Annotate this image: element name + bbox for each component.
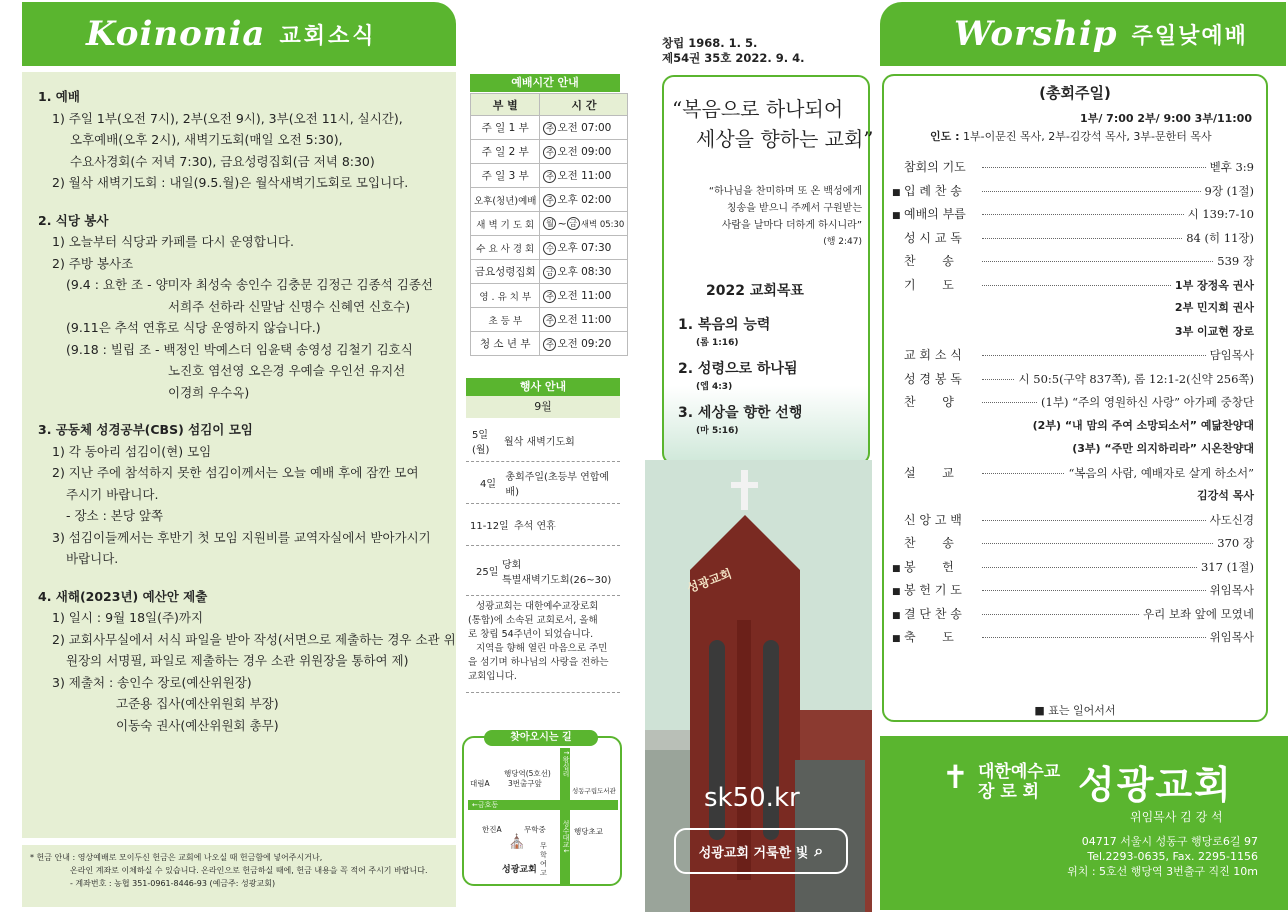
time-text: 오전 11:00 bbox=[557, 314, 612, 326]
schedule-row bbox=[471, 236, 628, 260]
order-label: 봉 헌 bbox=[904, 559, 954, 574]
search-text: 성광교회 거룩한 빛 bbox=[698, 845, 809, 861]
order-label: 성 시 교 독 bbox=[904, 230, 962, 245]
order-row bbox=[892, 558, 1254, 582]
order-value: 벧후 3:9 bbox=[1209, 160, 1254, 174]
time-text: 오후 07:30 bbox=[557, 242, 612, 254]
order-value: 김강석 목사 bbox=[1197, 489, 1254, 502]
day-badge: 주 bbox=[543, 290, 556, 303]
founded-date: 창립 1968. 1. 5. bbox=[662, 36, 758, 50]
schedule-row bbox=[471, 188, 628, 212]
order-value: 시 139:7-10 bbox=[1187, 207, 1254, 221]
bible-verse bbox=[670, 183, 862, 251]
day-badge: 월 bbox=[543, 217, 556, 230]
map-label: 무학여고 bbox=[540, 842, 547, 877]
leader-dots bbox=[982, 590, 1206, 591]
issue-info bbox=[662, 36, 804, 66]
order-value: 2부 민지희 권사 bbox=[1174, 301, 1254, 314]
order-value: 우리 보좌 앞에 모였네 bbox=[1143, 606, 1254, 621]
schedule-row bbox=[471, 260, 628, 284]
order-value: “복음의 사람, 예배자로 살게 하소서” bbox=[1068, 465, 1254, 480]
order-label: 축 도 bbox=[904, 630, 954, 644]
event-date: 11-12일 bbox=[470, 521, 509, 532]
order-value: 담임목사 bbox=[1209, 348, 1254, 362]
order-row bbox=[892, 205, 1254, 229]
koinonia-title: Koinonia bbox=[86, 14, 266, 54]
leader-dots bbox=[982, 355, 1206, 356]
section-line: (9.18 : 빌립 조 - 백정인 박예스더 임윤택 송영성 김철기 김호식 bbox=[66, 341, 413, 357]
about-line: (통합)에 소속된 교회로서, 올해 bbox=[468, 615, 598, 626]
event-date: 4일 bbox=[480, 479, 497, 490]
leader-dots bbox=[982, 473, 1064, 474]
order-label: 결 단 찬 송 bbox=[904, 606, 962, 621]
order-row bbox=[892, 464, 1254, 488]
address: 04717 서울시 성동구 행당로6길 97 bbox=[1081, 835, 1258, 848]
about-line: 로 창립 54주년이 되었습니다. bbox=[468, 629, 594, 640]
verse-line: “하나님을 찬미하며 또 온 백성에게 bbox=[708, 186, 862, 197]
order-label: 기 도 bbox=[904, 277, 954, 292]
order-label: 봉 헌 기 도 bbox=[904, 583, 962, 597]
order-row bbox=[892, 605, 1254, 629]
event-date: 5일(월) bbox=[472, 429, 490, 456]
badge-sep: ~ bbox=[557, 216, 567, 230]
section-line: 2) 지난 주에 참석하지 못한 섬김이께서는 오늘 예배 후에 잠깐 모여 bbox=[52, 465, 419, 480]
order-row bbox=[892, 276, 1254, 300]
event-date: 25일 bbox=[476, 567, 499, 578]
section-line: 바랍니다. bbox=[66, 551, 119, 566]
about-line: 을 섬기며 하나님의 사랑을 전하는 bbox=[468, 657, 609, 668]
church-motto bbox=[672, 94, 874, 154]
service-leaders bbox=[930, 128, 1212, 144]
service-name: 새 벽 기 도 회 bbox=[471, 212, 540, 236]
website-url[interactable]: sk50.kr bbox=[704, 783, 800, 813]
news-content bbox=[38, 86, 456, 736]
motto-line: 세상을 향하는 교회” bbox=[696, 127, 874, 151]
schedule-table bbox=[470, 93, 628, 356]
section-line: 고준용 집사(예산위원회 부장) bbox=[116, 696, 279, 711]
goal-item: 1. 복음의 능력 bbox=[678, 317, 771, 333]
leader-dots bbox=[982, 614, 1139, 615]
section-line: 1) 일시 : 9월 18일(주)까지 bbox=[52, 610, 204, 625]
stand-marker: ■ bbox=[892, 587, 901, 597]
tower-sign: 성광교회 bbox=[685, 566, 734, 596]
stand-marker: ■ bbox=[892, 610, 901, 621]
service-name: 주 일 1 부 bbox=[471, 116, 540, 140]
schedule-row bbox=[471, 332, 628, 356]
service-time bbox=[540, 116, 628, 140]
leader-dots bbox=[982, 285, 1171, 286]
map-label: 행당초교 bbox=[574, 827, 603, 836]
order-row bbox=[892, 299, 1254, 323]
order-label: 성 경 봉 독 bbox=[904, 371, 962, 386]
section-line: 이경희 우수옥) bbox=[168, 384, 250, 400]
day-badge: 주 bbox=[543, 194, 556, 207]
goal-ref: (엡 4:3) bbox=[696, 382, 733, 392]
event-text: 추석 연휴 bbox=[514, 521, 556, 532]
event-item bbox=[466, 420, 620, 462]
day-badge: 수 bbox=[543, 242, 556, 255]
order-row bbox=[892, 182, 1254, 206]
goal-ref: (롬 1:16) bbox=[696, 338, 739, 348]
footnote-line: 온라인 계좌로 이체하실 수 있습니다. 온라인으로 헌금하실 때에, 헌금 내용을 꼭 적어 주시기 바랍니다. bbox=[70, 866, 428, 875]
map-label: 한진A bbox=[482, 825, 502, 834]
denomination-line: 장 로 회 bbox=[978, 782, 1040, 802]
leader-dots bbox=[982, 402, 1037, 403]
service-time bbox=[540, 260, 628, 284]
map-label: 성수대교↓ bbox=[562, 820, 570, 854]
order-row bbox=[892, 417, 1254, 441]
schedule-row bbox=[471, 284, 628, 308]
worship-header bbox=[880, 2, 1286, 66]
day-badge: 주 bbox=[543, 146, 556, 159]
section-line: 노진호 염선영 오은경 우예슬 우인선 유지선 bbox=[168, 363, 406, 378]
service-times: 1부/ 7:00 2부/ 9:00 3부/11:00 bbox=[1080, 112, 1252, 125]
directions-map bbox=[462, 732, 622, 886]
order-value: (3부) “주만 의지하리라” 시온찬양대 bbox=[1072, 442, 1254, 455]
service-time bbox=[540, 164, 628, 188]
section-line: 1) 주일 1부(오전 7시), 2부(오전 9시), 3부(오전 11시, 실시간), bbox=[52, 110, 403, 126]
order-value: 사도신경 bbox=[1209, 512, 1254, 527]
order-value: 370 장 bbox=[1217, 536, 1254, 550]
events-title: 행사 안내 bbox=[466, 378, 620, 396]
map-title: 찾아오시는 길 bbox=[484, 730, 598, 746]
order-row bbox=[892, 229, 1254, 253]
section-line: 수요사경회(수 저녁 7:30), 금요성령집회(금 저녁 8:30) bbox=[70, 153, 375, 169]
footnote-line: - 계좌번호 : 농협 351-0961-8446-93 (예금주: 성광교회) bbox=[70, 879, 276, 888]
order-of-service bbox=[892, 158, 1254, 652]
schedule-row bbox=[471, 116, 628, 140]
section-line: 오후예배(오후 2시), 새벽기도회(매일 오전 5:30), bbox=[70, 132, 343, 147]
order-value: 시 50:5(구약 837쪽), 롬 12:1-2(신약 256쪽) bbox=[1018, 371, 1254, 386]
order-label: 교 회 소 식 bbox=[904, 348, 962, 362]
section-line: 주시기 바랍니다. bbox=[66, 486, 159, 502]
order-value: 1부 장정옥 권사 bbox=[1174, 278, 1254, 292]
service-time bbox=[540, 284, 628, 308]
order-label: 예배의 부름 bbox=[904, 207, 966, 221]
church-banner bbox=[880, 736, 1288, 910]
map-label: 행당역(5호선) bbox=[504, 769, 551, 778]
order-value: 위임목사 bbox=[1209, 630, 1254, 644]
church-name: 성광교회 bbox=[1078, 763, 1233, 807]
order-value: 위임목사 bbox=[1209, 583, 1254, 597]
search-pill[interactable] bbox=[674, 828, 848, 874]
verse-ref: (행 2:47) bbox=[823, 237, 862, 247]
order-value: 317 (1절) bbox=[1200, 559, 1254, 574]
order-row bbox=[892, 440, 1254, 464]
event-item bbox=[466, 462, 620, 504]
events-month: 9월 bbox=[466, 396, 620, 418]
leader-dots bbox=[982, 567, 1197, 568]
order-row bbox=[892, 628, 1254, 652]
koinonia-subtitle: 교회소식 bbox=[279, 23, 377, 49]
contact-info bbox=[1040, 834, 1258, 879]
denomination bbox=[978, 762, 1060, 802]
goal-ref: (마 5:16) bbox=[696, 426, 739, 436]
map-label: 성광교회 bbox=[502, 865, 537, 875]
stand-note: ■ 표는 일어서서 bbox=[1034, 704, 1116, 717]
senior-pastor: 위임목사 김 강 석 bbox=[1130, 810, 1223, 824]
leader-dots bbox=[982, 543, 1213, 544]
section-line: 2) 교회사무실에서 서식 파일을 받아 작성(서면으로 제출하는 경우 소관 위 bbox=[52, 631, 456, 647]
order-label: 설 교 bbox=[904, 465, 954, 480]
leader-dots bbox=[982, 238, 1182, 239]
order-value: (2부) “내 맘의 주여 소망되소서” 예닮찬양대 bbox=[1032, 418, 1254, 432]
order-label: 찬 송 bbox=[904, 536, 954, 550]
event-item bbox=[466, 504, 620, 546]
leaders-text: 1부-이문진 목사, 2부-김강석 목사, 3부-문한터 목사 bbox=[962, 130, 1212, 143]
leader-dots bbox=[982, 191, 1201, 192]
col-header-time: 시 간 bbox=[540, 94, 628, 116]
schedule-row bbox=[471, 164, 628, 188]
section-line: 1) 오늘부터 식당과 카페를 다시 운영합니다. bbox=[52, 234, 294, 249]
occasion: (총회주일) bbox=[1039, 84, 1111, 102]
service-time bbox=[540, 188, 628, 212]
section-line: 2) 월삭 새벽기도회 : 내일(9.5.월)은 월삭새벽기도회로 모입니다. bbox=[52, 175, 409, 190]
order-row bbox=[892, 370, 1254, 394]
service-name: 금요성령집회 bbox=[471, 260, 540, 284]
time-text: 오전 09:20 bbox=[557, 338, 612, 350]
section-title: 4. 새해(2023년) 예산안 제출 bbox=[38, 588, 208, 604]
service-name: 청 소 년 부 bbox=[471, 332, 540, 356]
order-row bbox=[892, 346, 1254, 370]
order-label: 입 례 찬 송 bbox=[904, 183, 962, 198]
order-row bbox=[892, 393, 1254, 417]
event-text: 월삭 새벽기도회 bbox=[504, 437, 575, 448]
service-name: 영 . 유 치 부 bbox=[471, 284, 540, 308]
service-name: 초 등 부 bbox=[471, 308, 540, 332]
day-badge: 주 bbox=[543, 338, 556, 351]
time-text: 새벽 05:30 bbox=[580, 219, 625, 230]
map-label: ↑왕십리 bbox=[562, 750, 570, 777]
section-line: 2) 주방 봉사조 bbox=[52, 255, 134, 271]
stand-marker: ■ bbox=[892, 634, 901, 644]
goal-item: 3. 세상을 향한 선행 bbox=[678, 405, 803, 421]
map-label: 무학중 bbox=[524, 825, 546, 834]
time-text: 오전 11:00 bbox=[557, 290, 612, 302]
order-value: (1부) “주의 영원하신 사랑” 아가페 중창단 bbox=[1041, 395, 1254, 409]
section-line: 3) 제출처 : 송인수 장로(예산위원장) bbox=[52, 674, 252, 690]
order-row bbox=[892, 581, 1254, 605]
order-label: 신 앙 고 백 bbox=[904, 512, 962, 527]
motto-line: “복음으로 하나되어 bbox=[672, 97, 844, 121]
denomination-line: 대한예수교 bbox=[978, 762, 1061, 782]
goal-item: 2. 성령으로 하나됨 bbox=[678, 361, 798, 377]
service-name: 수 요 사 경 회 bbox=[471, 236, 540, 260]
order-value: 539 장 bbox=[1217, 254, 1254, 268]
section-line: 원장의 서명필, 파일로 제출하는 경우 소관 위원장을 통하여 제) bbox=[66, 653, 409, 668]
service-name: 오후(청년)예배 bbox=[471, 188, 540, 212]
leader-dots bbox=[982, 167, 1206, 168]
section-line: 3) 섬김이들께서는 후반기 첫 모임 지원비를 교역자실에서 받아가시기 bbox=[52, 529, 431, 545]
map-label: 성동구립도서관 bbox=[572, 787, 616, 795]
service-time bbox=[540, 308, 628, 332]
service-time bbox=[540, 212, 628, 236]
event-item bbox=[466, 546, 620, 596]
day-badge: 금 bbox=[567, 217, 580, 230]
map-label: 대림A bbox=[470, 779, 490, 788]
phone-fax: Tel.2293-0635, Fax. 2295-1156 bbox=[1087, 850, 1258, 863]
verse-line: 칭송을 받으니 주께서 구원받는 bbox=[726, 203, 862, 214]
about-text bbox=[466, 600, 620, 693]
schedule-row bbox=[471, 212, 628, 236]
event-text: 당회 bbox=[502, 559, 522, 571]
section-title: 3. 공동체 성경공부(CBS) 섬김이 모임 bbox=[38, 422, 253, 437]
order-label: 참회의 기도 bbox=[904, 160, 966, 174]
order-value: 9장 (1절) bbox=[1204, 183, 1254, 198]
leader-dots bbox=[982, 520, 1206, 521]
event-text: 특별새벽기도회(26~30) bbox=[502, 574, 612, 586]
map-label: ←금호동 bbox=[472, 801, 499, 809]
section-title: 1. 예배 bbox=[38, 89, 80, 104]
about-line: 교회입니다. bbox=[468, 671, 517, 682]
section-line: 1) 각 동아리 섬김이(현) 모임 bbox=[52, 443, 212, 459]
goals-list bbox=[678, 316, 802, 440]
order-row bbox=[892, 323, 1254, 347]
order-label: 찬 송 bbox=[904, 254, 954, 268]
time-text: 오전 07:00 bbox=[557, 122, 612, 134]
day-badge: 주 bbox=[543, 122, 556, 135]
order-row bbox=[892, 487, 1254, 511]
order-row bbox=[892, 252, 1254, 276]
order-row bbox=[892, 534, 1254, 558]
stand-marker: ■ bbox=[892, 563, 901, 574]
section-title: 2. 식당 봉사 bbox=[38, 212, 109, 228]
section-line: (9.11은 추석 연휴로 식당 운영하지 않습니다.) bbox=[66, 320, 321, 335]
verse-line: 사람을 날마다 더하게 하시니라” bbox=[721, 220, 862, 231]
col-header-part: 부 별 bbox=[471, 94, 540, 116]
stand-marker: ■ bbox=[892, 187, 901, 198]
events-list bbox=[466, 420, 620, 596]
schedule-row bbox=[471, 308, 628, 332]
schedule-row bbox=[471, 140, 628, 164]
footnote-box bbox=[22, 845, 456, 907]
order-value: 3부 이교현 장로 bbox=[1174, 324, 1254, 338]
issue-number: 제54권 35호 2022. 9. 4. bbox=[662, 51, 805, 65]
section-line: (9.4 : 요한 조 - 양미자 최성숙 송인수 김충문 김정근 김종석 김종선 bbox=[66, 277, 433, 292]
section-line: 서희주 선하라 신말남 신명수 신혜연 신호수) bbox=[168, 298, 411, 314]
search-icon: ⌕ bbox=[814, 841, 824, 860]
leaders-label: 인도 : bbox=[930, 130, 960, 143]
about-line: 지역을 향해 열린 마음으로 주민 bbox=[476, 643, 608, 654]
service-name: 주 일 3 부 bbox=[471, 164, 540, 188]
order-row bbox=[892, 158, 1254, 182]
section-line: - 장소 : 본당 앞쪽 bbox=[66, 508, 164, 523]
service-name: 주 일 2 부 bbox=[471, 140, 540, 164]
leader-dots bbox=[982, 379, 1014, 380]
order-label: 찬 양 bbox=[904, 395, 954, 409]
section-line: 이동숙 권사(예산위원회 총무) bbox=[116, 717, 279, 733]
time-text: 오전 11:00 bbox=[557, 170, 612, 182]
day-badge: 주 bbox=[543, 170, 556, 183]
event-text: 총회주일(초등부 연합예배) bbox=[505, 471, 610, 498]
time-text: 오후 08:30 bbox=[557, 266, 612, 278]
order-row bbox=[892, 511, 1254, 535]
service-time bbox=[540, 236, 628, 260]
schedule-title: 예배시간 안내 bbox=[470, 74, 620, 92]
location: 위치 : 5호선 행당역 3번출구 직진 10m bbox=[1067, 865, 1258, 878]
koinonia-header bbox=[22, 2, 456, 66]
day-badge: 주 bbox=[543, 314, 556, 327]
footnote-line: * 헌금 안내 : 영상예배로 모이두신 헌금은 교회에 나오실 때 헌금함에 넣어주시거나, bbox=[30, 853, 323, 862]
leader-dots bbox=[982, 637, 1206, 638]
church-icon: ⛪ bbox=[508, 834, 526, 850]
day-badge: 금 bbox=[543, 266, 556, 279]
goals-title: 2022 교회목표 bbox=[706, 283, 804, 299]
leader-dots bbox=[982, 261, 1213, 262]
cross-emblem-icon: ✝ bbox=[942, 758, 969, 796]
time-text: 오후 02:00 bbox=[557, 194, 612, 206]
time-text: 오전 09:00 bbox=[557, 146, 612, 158]
service-time bbox=[540, 332, 628, 356]
stand-marker: ■ bbox=[892, 211, 901, 221]
about-line: 성광교회는 대한예수교장로회 bbox=[476, 601, 599, 612]
map-label: 3번출구앞 bbox=[508, 779, 542, 788]
service-time bbox=[540, 140, 628, 164]
order-value: 84 (히 11장) bbox=[1186, 230, 1254, 245]
leader-dots bbox=[982, 214, 1184, 215]
worship-subtitle: 주일낮예배 bbox=[1131, 23, 1248, 49]
worship-title: Worship bbox=[954, 14, 1118, 54]
